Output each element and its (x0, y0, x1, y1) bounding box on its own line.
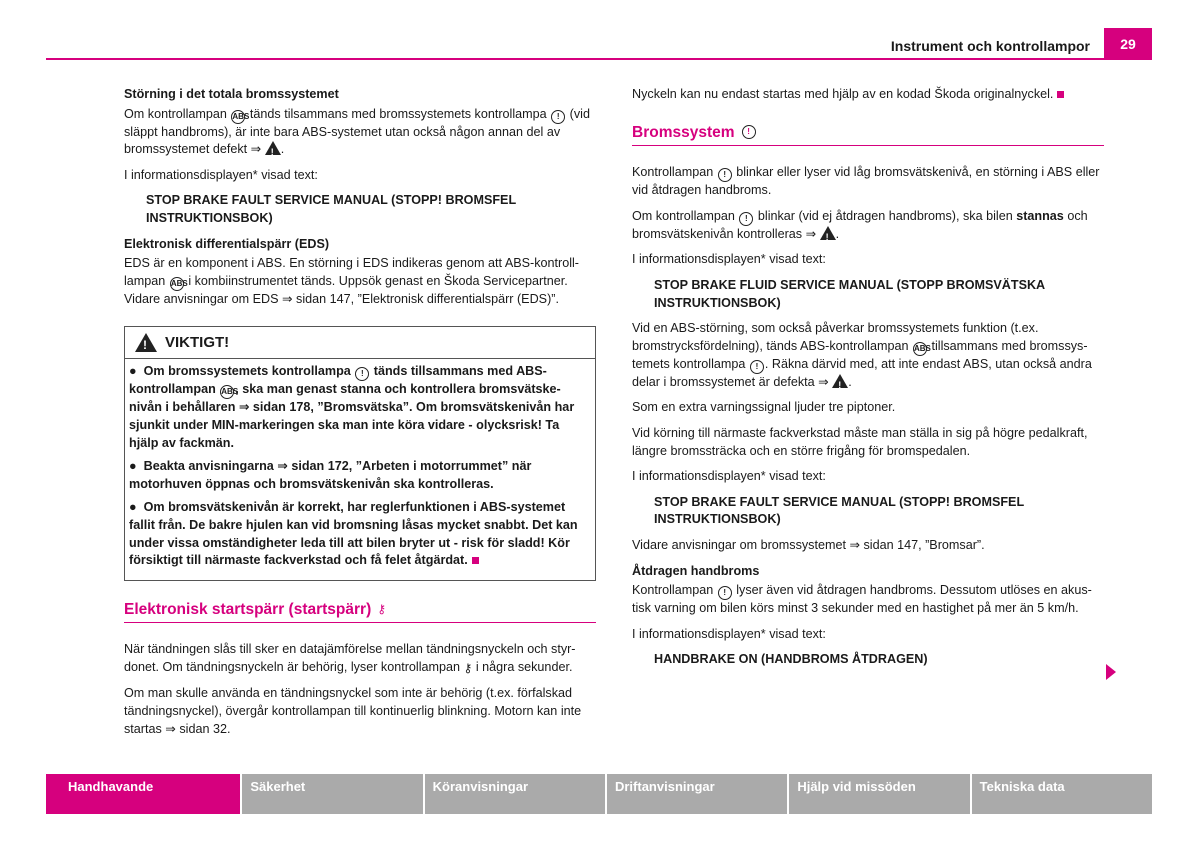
warning-title: VIKTIGT! (165, 334, 230, 352)
abs-lamp-icon: ABS (220, 385, 234, 399)
abs-lamp-icon: ABS (913, 342, 927, 356)
tab-handhavande[interactable]: Handhavande (46, 774, 240, 814)
paragraph-beeps: Som en extra varningssignal ljuder tre piptoner. (632, 400, 896, 415)
text: Vid en ABS-störning, som också påverkar bromssystemets funktion (t.ex. bromstrycksfördelning), tänds ABS-kontrollampan (632, 321, 1039, 353)
text: blinkar eller lyser vid låg bromsvätskenivå, en störning i ABS eller vid åtdragen handbroms. (632, 165, 1100, 198)
text: Beakta anvisningarna ⇒ sidan 172, ”Arbeten i motorrummet” när motorhuven öppnas och bromsvätskenivån ska kontrolleras. (129, 459, 532, 491)
footer-nav (46, 774, 1152, 814)
warning-item: ● Om bromssystemets kontrollampa ! tänds tillsammans med ABS-kontrollampan ABS, ska man genast stanna och kontrollera bromsvätske-nivån i behållaren ⇒ sidan 178, ”Bromsvätska”. Om bromsvätskenivån har sjunkit under MIN-markeringen ska man inte köra vidare - olycksrisk! Ta hjälp av fackmän. (129, 364, 575, 450)
text: och bromsvätskenivån kontrolleras ⇒ (632, 208, 1088, 241)
paragraph-display-intro: I informationsdisplayen* visad text: (632, 252, 826, 267)
paragraph-brake-1 (632, 164, 1104, 200)
text: Om kontrollampan (632, 208, 735, 223)
abs-lamp-icon: ABS (231, 110, 245, 124)
brake-lamp-icon: ! (355, 367, 369, 381)
tab-tekniska-data[interactable]: Tekniska data (972, 774, 1152, 814)
text: stannas (1016, 208, 1064, 223)
subheading-handbrake: Åtdragen handbroms (632, 563, 760, 578)
text: tänds tilsammans med bromssystemets kontrollampa (249, 106, 547, 121)
text: . Räkna därvid med, att inte endast ABS, utan också andra delar i bromssystemet är defekta ⇒ (632, 356, 1092, 389)
display-message: STOP BRAKE FAULT SERVICE MANUAL (STOPP! BROMSFEL INSTRUKTIONSBOK) (146, 193, 516, 225)
warning-item: ● Beakta anvisningarna ⇒ sidan 172, ”Arbeten i motorrummet” när motorhuven öppnas och bromsvätskenivån ska kontrolleras. (129, 459, 532, 491)
tab-hjalp-vid-missoden[interactable]: Hjälp vid missöden (789, 774, 969, 814)
text: Om bromsvätskenivån är korrekt, har reglerfunktionen i ABS-systemet fallit från. De bakre hjulen kan vid bromsning låsas mycket snabbt. Det kan under vissa omständigheter leda till att bilen bryter ut - risk för sladd! Kör försiktigt till närmaste fackverkstad och få felet åtgärdat. (129, 500, 578, 568)
display-message: HANDBRAKE ON (HANDBROMS ÅTDRAGEN) (654, 652, 928, 667)
brake-lamp-icon: ! (739, 212, 753, 226)
text: , ska man genast stanna och kontrollera bromsvätske-nivån i behållaren ⇒ sidan 178, ”Bromsvätska”. Om bromsvätskenivån har sjunkit under MIN-markeringen ska man inte köra vidare - olycksrisk! Ta hjälp av fackmän. (129, 382, 575, 450)
paragraph-immobilizer-2: Om man skulle använda en tändningsnyckel som inte är behörig (t.ex. förfalskad tändningsnyckel), övergår kontrollampan till kontinuerlig blinkning. Motorn kan inte startas ⇒ sidan 32. (124, 686, 582, 736)
text: (vid släppt handbroms), är inte bara ABS-systemet utan också någon annan del av bromssystemet defekt ⇒ (124, 106, 590, 157)
text: Nyckeln kan nu endast startas med hjälp av en kodad Škoda originalnyckel. (632, 87, 1054, 101)
brake-lamp-icon: ! (718, 586, 732, 600)
warning-box (124, 326, 596, 580)
warning-triangle-icon (265, 141, 281, 155)
left-column (124, 86, 596, 746)
text: lyser även vid åtdragen handbroms. Dessutom utlöses en akus-tisk varning om bilen körs minst 3 sekunder med en hastighet på mer än 5 km/h. (632, 583, 1092, 616)
abs-lamp-icon: ABS (170, 277, 184, 291)
warning-triangle-icon (820, 226, 836, 240)
paragraph-immobilizer-1 (124, 641, 596, 677)
text: När tändningen slås till sker en datajämförelse mellan tändningsnyckeln och styr-donet. Om tändningsnyckeln är behörig, lyser kontrollampan (124, 642, 576, 674)
warning-triangle-icon (832, 374, 848, 388)
paragraph-further-info: Vidare anvisningar om bromssystemet ⇒ sidan 147, ”Bromsar”. (632, 537, 985, 552)
paragraph-original-key (632, 86, 1104, 104)
tab-koranvisningar[interactable]: Köranvisningar (425, 774, 605, 814)
section-title-immobilizer (124, 601, 596, 624)
brake-lamp-icon: ! (551, 110, 565, 124)
section-title-text: Bromssystem (632, 123, 735, 141)
text: tänds tillsammans med ABS-kontrollampan (129, 364, 547, 397)
paragraph-driving: Vid körning till närmaste fackverkstad måste man ställa in sig på högre pedalkraft, längre bromssträcka och en större frigång för bromspedalen. (632, 425, 1088, 458)
warning-box-body (125, 359, 595, 579)
end-marker (472, 557, 479, 564)
display-message: STOP BRAKE FLUID SERVICE MANUAL (STOPP BROMSVÄTSKA INSTRUKTIONSBOK) (654, 277, 1045, 310)
paragraph-brake-fault: Om kontrollampan ABS tänds tilsammans med bromssystemets kontrollampa ! (vid släppt handbroms), är inte bara ABS-systemet utan också någon annan del av bromssystemet defekt ⇒ ! . (124, 106, 596, 159)
text: Kontrollampan (632, 165, 714, 180)
warning-box-header (125, 327, 595, 359)
section-title-text: Elektronisk startspärr (startspärr) (124, 600, 372, 618)
text: i kombiinstrumentet tänds. Uppsök genast en Škoda Servicepartner. Vidare anvisningar om EDS ⇒ sidan 147, ”Elektronisk differentialspärr (EDS)”. (124, 273, 568, 306)
paragraph-brake-2: Om kontrollampan ! blinkar (vid ej åtdragen handbroms), ska bilen stannas och bromsvätskenivån kontrolleras ⇒ ! . (632, 208, 1104, 244)
paragraph-handbrake (632, 582, 1104, 618)
key-icon: ⚷ (463, 660, 473, 675)
subheading-eds: Elektronisk differentialspärr (EDS) (124, 236, 330, 251)
brake-lamp-icon: ! (742, 125, 756, 139)
paragraph-display-intro: I informationsdisplayen* visad text: (632, 626, 826, 641)
brake-lamp-icon: ! (750, 360, 764, 374)
brake-lamp-icon: ! (718, 168, 732, 182)
text: Kontrollampan (632, 583, 714, 598)
display-message: STOP BRAKE FAULT SERVICE MANUAL (STOPP! BROMSFEL INSTRUKTIONSBOK) (654, 494, 1024, 527)
text: Om kontrollampan (124, 106, 227, 121)
section-title-brake-system (632, 124, 1104, 147)
text: Om bromssystemets kontrollampa (143, 364, 351, 379)
tab-driftanvisningar[interactable]: Driftanvisningar (607, 774, 787, 814)
header-divider (46, 58, 1152, 60)
paragraph-display-intro: I informationsdisplayen* visad text: (124, 167, 318, 182)
warning-item: ● Om bromsvätskenivån är korrekt, har reglerfunktionen i ABS-systemet fallit från. De bakre hjulen kan vid bromsning låsas mycket snabbt. Det kan under vissa omständigheter leda till att bilen bryter ut - risk för sladd! Kör försiktigt till närmaste fackverkstad och få felet åtgärdat. (129, 500, 578, 568)
text: i några sekunder. (475, 659, 573, 674)
subheading-brake-fault: Störning i det totala bromssystemet (124, 87, 339, 101)
paragraph-eds (124, 255, 596, 308)
warning-triangle-icon (135, 333, 157, 352)
paragraph-abs-fault: Vid en ABS-störning, som också påverkar bromssystemets funktion (t.ex. bromstrycksfördelning), tänds ABS-kontrollampan ABS tillsammans med bromssys-temets kontrollampa ! . Räkna därvid med, att inte endast ABS, utan också andra delar i bromssystemet är defekta ⇒ ! . (632, 320, 1104, 391)
page-number: 29 (1104, 28, 1152, 60)
text: tillsammans med bromssys-temets kontrollampa (632, 338, 1088, 371)
paragraph-display-intro: I informationsdisplayen* visad text: (632, 469, 826, 484)
tab-sakerhet[interactable]: Säkerhet (242, 774, 422, 814)
right-column (632, 86, 1104, 677)
text: blinkar (vid ej åtdragen handbroms), ska bilen (757, 208, 1013, 223)
end-marker (1057, 91, 1064, 98)
text: EDS är en komponent i ABS. En störning i EDS indikeras genom att ABS-kontroll-lampan (124, 256, 579, 288)
header-title: Instrument och kontrollampor (890, 38, 1090, 54)
continue-arrow-icon (1106, 664, 1116, 680)
key-icon: ⚷ (377, 601, 387, 616)
